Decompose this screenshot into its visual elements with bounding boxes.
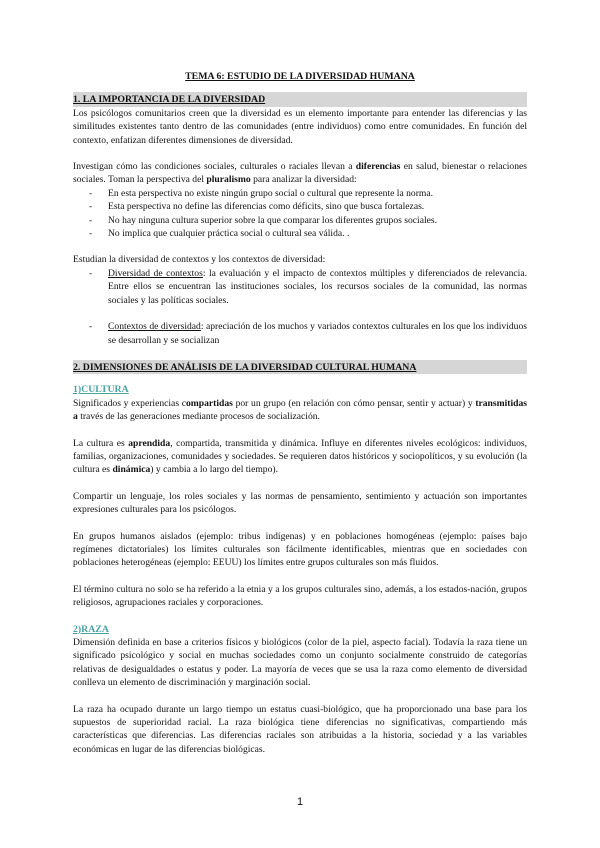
paragraph: Los psicólogos comunitarios creen que la diversidad es un elemento importante para entender las diferencias y las similitudes existentes tanto dentro de las comunidades (entre individuos) como entre comunidades. En función del contexto, enfatizan diferentes dimensiones de diversidad. xyxy=(73,107,527,146)
section-heading-importancia: 1. LA IMPORTANCIA DE LA DIVERSIDAD xyxy=(73,92,527,106)
list-item: - Esta perspectiva no define las diferencias como déficits, sino que busca fortalezas. xyxy=(89,201,425,213)
paragraph: En grupos humanos aislados (ejemplo: tribus indígenas) y en poblaciones homogéneas (ejemplo: países bajo regímenes dictatoriales) los límites culturales son fácilmente identificables, mientras que en sociedades con poblaciones heterogéneas (ejemplo: EEUU) los límites entre grupos culturales son más fluidos. xyxy=(73,530,527,569)
paragraph: La raza ha ocupado durante un largo tiempo un estatus cuasi-biológico, que ha proporcionado una base para los supuestos de superioridad racial. La raza biológica tiene diferencias no significativas, compartiendo más características que diferencias. Las diferencias raciales son atribuidas a la historia, sociedad y a las variables económicas en lugar de las diferencias biológicas. xyxy=(73,703,527,755)
paragraph: Significados y experiencias compartidas por un grupo (en relación con cómo pensar, sentir y actuar) y transmitidas a través de las generaciones mediante procesos de socialización. xyxy=(73,397,528,423)
page-number: 1 xyxy=(296,796,304,808)
subsection-heading-raza: 2)RAZA xyxy=(73,623,109,635)
pluralism-list xyxy=(73,187,527,241)
contexts-list xyxy=(73,267,527,347)
page-title: TEMA 6: ESTUDIO DE LA DIVERSIDAD HUMANA xyxy=(185,71,415,82)
list-item: - Contextos de diversidad: apreciación de los muchos y variados contextos culturales en los que los individuos se desarrollan y se socializan xyxy=(89,321,527,346)
paragraph: Compartir un lenguaje, los roles sociales y las normas de pensamiento, sentimiento y actuación son importantes expresiones culturales para los psicólogos. xyxy=(73,490,527,516)
paragraph: Estudian la diversidad de contextos y los contextos de diversidad: xyxy=(73,254,326,266)
subsection-heading-cultura: 1)CULTURA xyxy=(73,384,129,396)
list-item: - En esta perspectiva no existe ningún grupo social o cultural que represente la norma. xyxy=(89,187,434,199)
section-heading-dimensiones: 2. DIMENSIONES DE ANÁLISIS DE LA DIVERSIDAD CULTURAL HUMANA xyxy=(73,360,527,374)
paragraph: El término cultura no solo se ha referido a la etnia y a los grupos culturales sino, además, a los estados-nación, grupos religiosos, agrupaciones raciales y corporaciones. xyxy=(73,583,527,609)
list-item: - No implica que cualquier práctica social o cultural sea válida. . xyxy=(89,228,350,240)
paragraph: Investigan cómo las condiciones sociales, culturales o raciales llevan a diferencias en salud, bienestar o relaciones sociales. Toman la perspectiva del pluralismo para analizar la diversidad: xyxy=(73,161,527,186)
list-item: - No hay ninguna cultura superior sobre la que comparar los diferentes grupos sociales. xyxy=(89,214,438,226)
paragraph: La cultura es aprendida, compartida, transmitida y dinámica. Influye en diferentes niveles ecológicos: individuos, familias, organizaciones, comunidades y sociedades. Se requieren datos históricos y sociopolíticos, y su evolución (la cultura es dinámica) y cambia a lo largo del tiempo). xyxy=(73,437,527,476)
list-item: - Diversidad de contextos: la evaluación y el impacto de contextos múltiples y diferenciados de relevancia. Entre ellos se encuentran las instituciones sociales, los recursos sociales de la comunidad, las normas sociales y las políticas sociales. xyxy=(89,267,527,306)
paragraph: Dimensión definida en base a criterios físicos y biológicos (color de la piel, aspecto facial). Todavía la raza tiene un significado psicológico y social en muchas sociedades como un conjunto socialmente construido de categorías relativas de desigualdades o estatus y poder. La mayoría de veces que se usa la raza como elemento de diversidad conlleva un elemento de discriminación y marginación social. xyxy=(73,637,527,689)
document-body xyxy=(73,70,527,769)
